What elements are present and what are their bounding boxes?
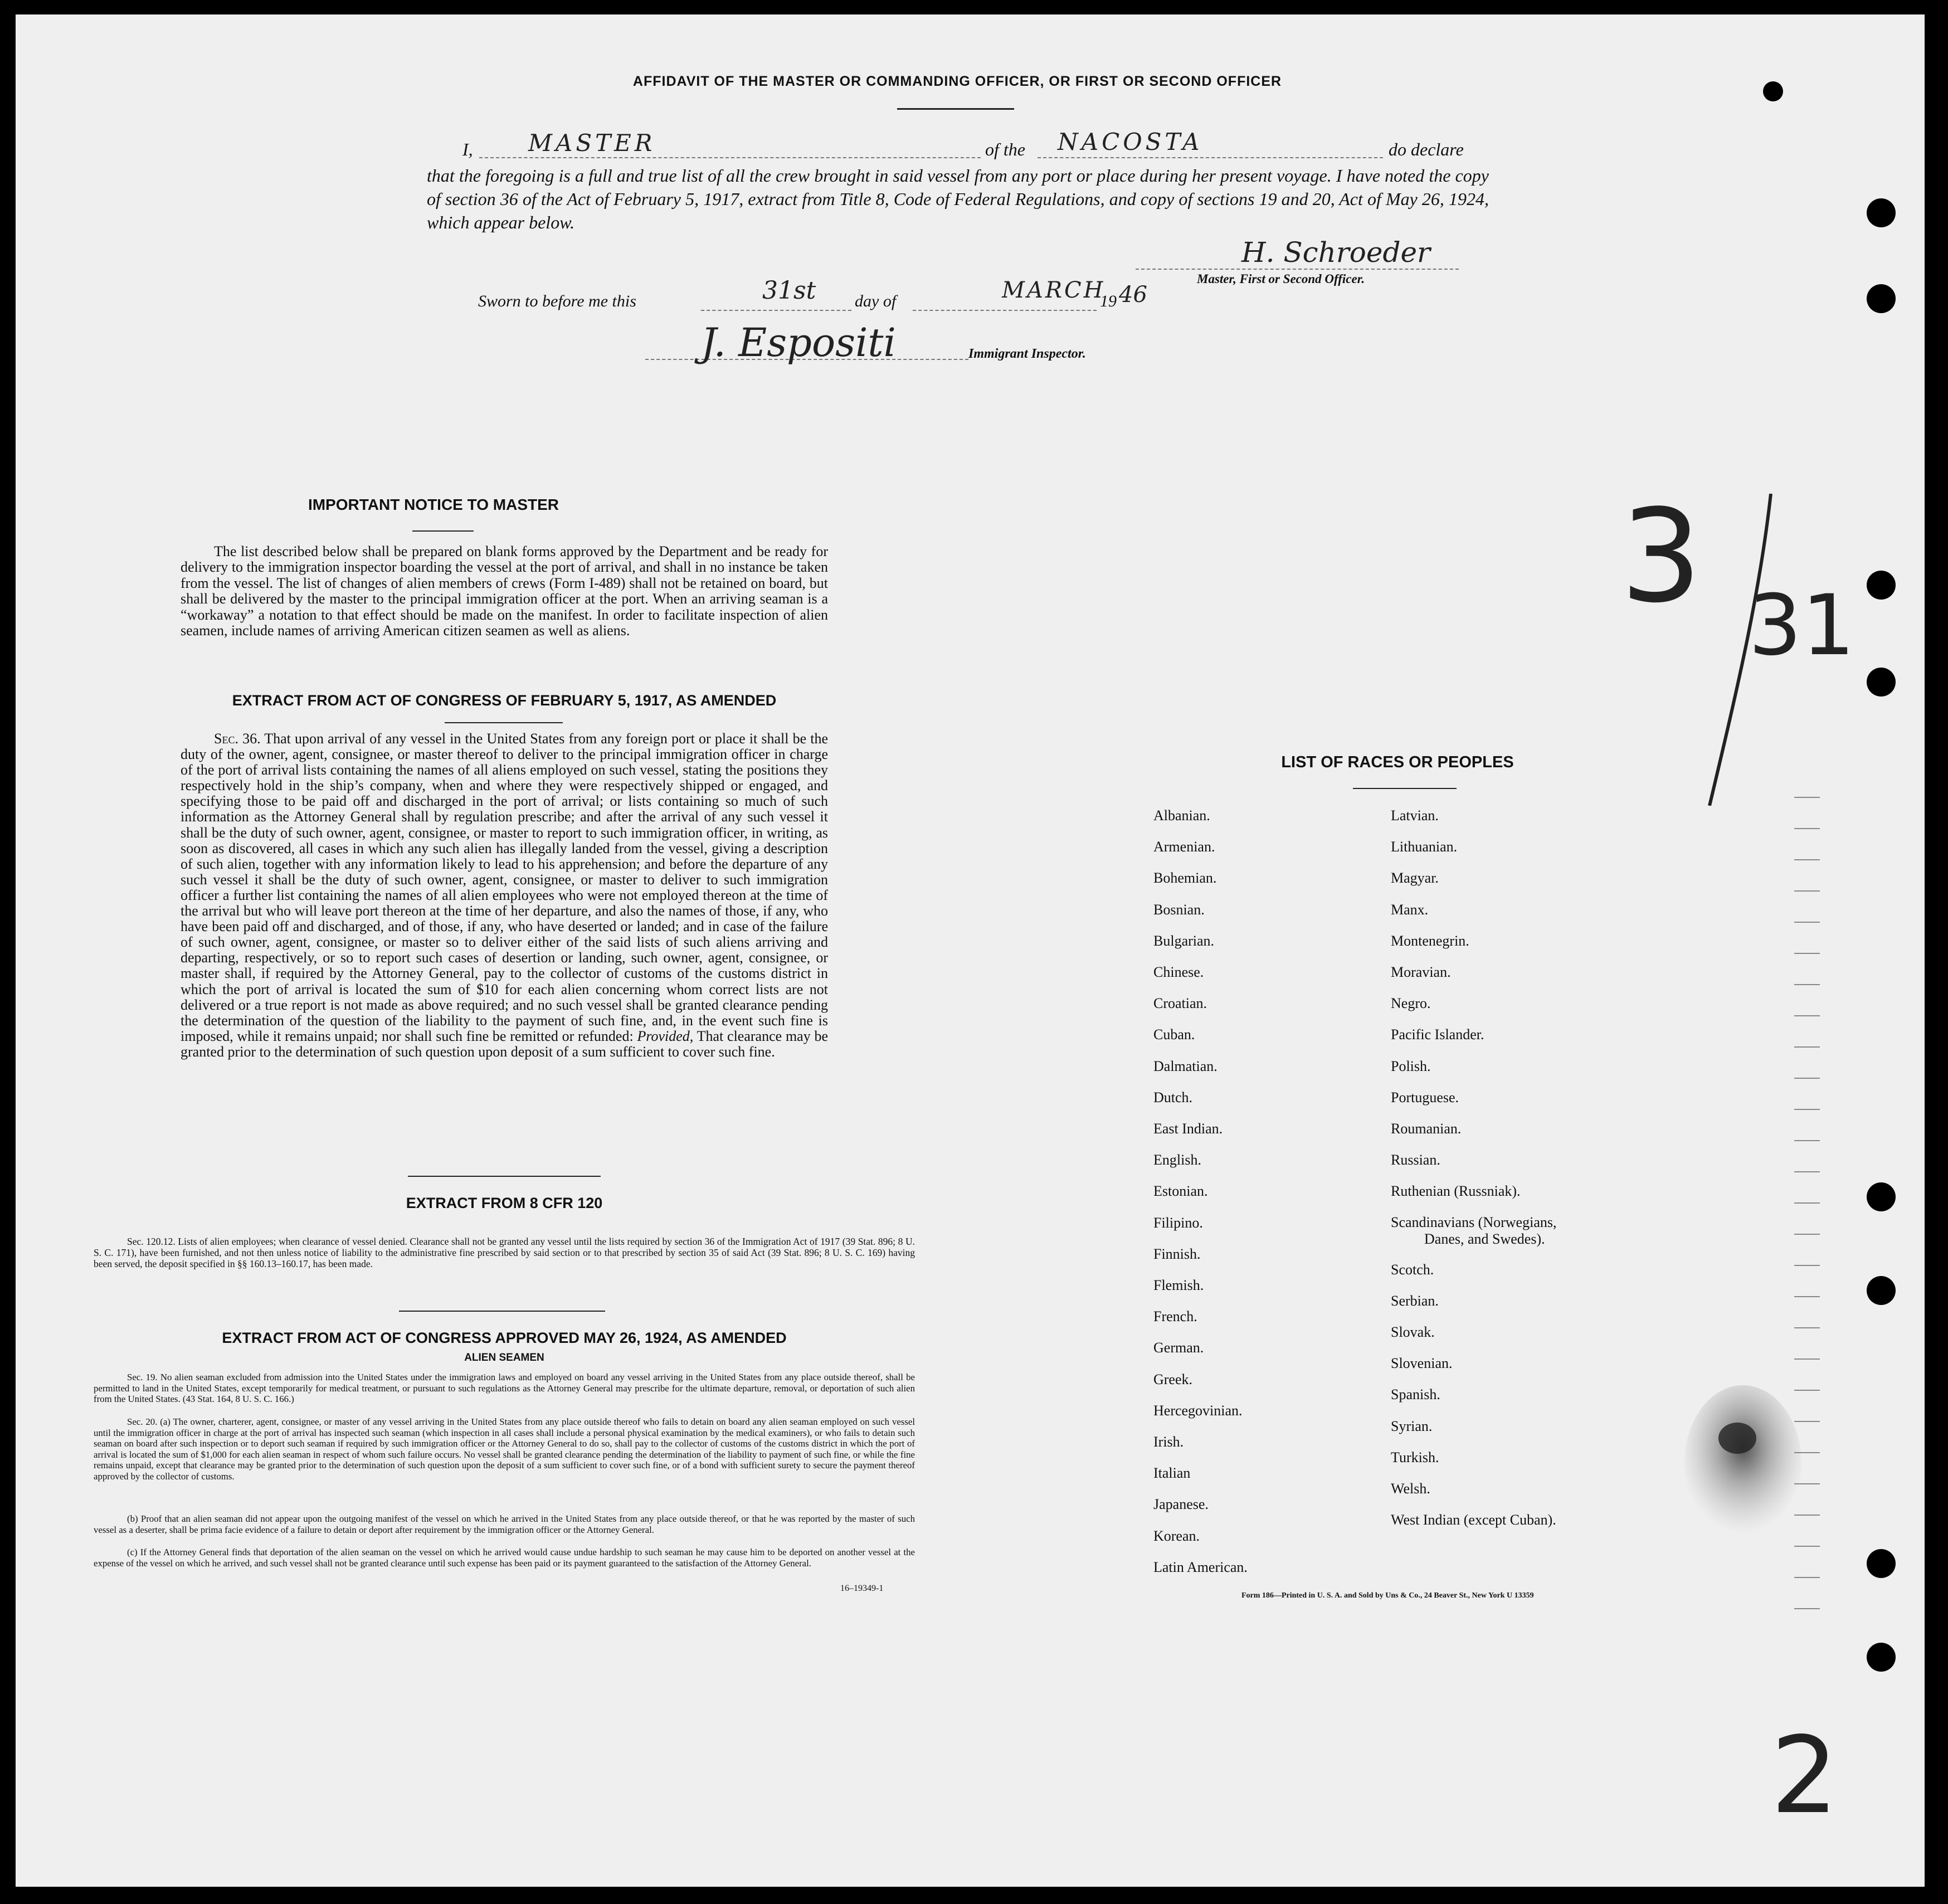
master-signature-line xyxy=(1136,269,1459,270)
extract-1917-body-block xyxy=(181,731,828,1060)
extract-1924-top-divider xyxy=(399,1311,605,1312)
race-item: Latin American. xyxy=(1153,1559,1248,1575)
day-value: 31st xyxy=(762,276,816,305)
race-item: Bohemian. xyxy=(1153,870,1217,887)
extract-1917-body: That upon arrival of any vessel in the United States from any foreign port or place it shall be the duty of the owner, agent, consignee, or master thereof to deliver to the principal immigration officer in charge of the port of arrival lists containing the names of all aliens employed on such vessel, stating the positions they respectively hold in the ship’s company, when and where they were respectively shipped or engaged, and specifying those to be paid off and discharged in the port of arrival; or lists containing so much of such information as the Attorney General shall by regulation prescribe; and after the arrival of any such vessel it shall be the duty of such owner, agent, consignee, or master to report to such immigration officer, in writing, as soon as discovered, all cases in which any such alien has illegally landed from the vessel, giving a description of such alien, together with any information likely to lead to his apprehension; and before the departure of any such vessel it shall be the duty of such owner, agent, consignee, or master to deliver to such immigration officer a further list containing the names of all alien employees who were not employed thereon at the time of the arrival but who will leave port thereon at the time of her departure, and also the names of those, if any, who have been paid off and discharged, and of those, if any, who have deserted or landed; and in case of the failure of such owner, agent, consignee, or master so to deliver either of the said lists of such aliens arriving and departing, respectively, or so to report such cases of desertion or landing, such owner, agent, consignee, or master shall, if required by the Attorney General, pay to the collector of customs of the customs district in which the port of arrival is located the sum of $10 for each alien concerning whom correct lists are not delivered or a true report is not made as above required; and no such vessel shall be granted clearance pending the determination of the question of the liability to the payment of such fine, and, in the event such fine is imposed, while it remains unpaid; nor shall such fine be remitted or refunded: xyxy=(181,731,829,1044)
race-item: Japanese. xyxy=(1153,1496,1209,1513)
year-prefix: 19 xyxy=(1100,292,1117,310)
punch-hole xyxy=(1867,1276,1896,1305)
form-code: 16–19349-1 xyxy=(840,1584,884,1593)
race-item: Italian xyxy=(1153,1465,1191,1482)
race-item: Moravian. xyxy=(1391,964,1451,981)
race-item: Armenian. xyxy=(1153,839,1215,855)
race-item: Dalmatian. xyxy=(1153,1058,1218,1074)
extract-1924-title: EXTRACT FROM ACT OF CONGRESS APPROVED MAY 26, 1924, AS AMENDED xyxy=(222,1330,787,1346)
master-signature: H. Schroeder xyxy=(1241,236,1430,269)
extract-1917-divider xyxy=(445,722,563,723)
race-item: Russian. xyxy=(1391,1152,1440,1168)
race-item: Turkish. xyxy=(1391,1449,1439,1465)
margin-tick xyxy=(1794,922,1820,923)
race-item: Albanian. xyxy=(1153,807,1210,824)
punch-hole xyxy=(1867,1549,1896,1578)
year-value: 46 xyxy=(1119,282,1147,308)
handwritten-page-number: 2 xyxy=(1771,1714,1838,1837)
extract-1917-sec-label: Sec. 36. xyxy=(214,731,261,747)
inspector-signature: J. Espositi xyxy=(701,320,896,366)
race-item: Chinese. xyxy=(1153,964,1204,981)
margin-tick xyxy=(1794,1109,1820,1110)
race-item: Dutch. xyxy=(1153,1089,1193,1106)
do-declare-label: do declare xyxy=(1389,139,1464,159)
vessel-name-value: NACOSTA xyxy=(1058,128,1203,155)
race-item: Croatian. xyxy=(1153,995,1207,1012)
title-divider xyxy=(897,108,1014,110)
race-item: Portuguese. xyxy=(1391,1089,1459,1106)
extract-1924-sec20c: (c) If the Attorney General finds that deportation of the alien seaman on the vessel on which he arrived would cause undue hardship to such seaman he may cause him to be deported on another vessel at the expense of the vessel on which he arrived, and such vessel shall not be granted clearance until such expense has been paid or its payment guaranteed to the satisfaction of the Attorney General. xyxy=(94,1547,915,1569)
form-print-line: Form 186—Printed in U. S. A. and Sold by Uns & Co., 24 Beaver St., New York U 13359 xyxy=(1241,1591,1534,1600)
master-caption: Master, First or Second Officer. xyxy=(1197,272,1365,286)
name-line xyxy=(479,157,981,158)
race-item: East Indian. xyxy=(1153,1121,1223,1137)
master-name-value: MASTER xyxy=(528,129,656,157)
race-item: Montenegrin. xyxy=(1391,932,1469,949)
race-item: Lithuanian. xyxy=(1391,839,1458,855)
race-item: Hercegovinian. xyxy=(1153,1402,1243,1419)
margin-tick xyxy=(1794,1327,1820,1328)
race-item: Bosnian. xyxy=(1153,901,1205,918)
race-item: Pacific Islander. xyxy=(1391,1026,1484,1043)
race-item: Latvian. xyxy=(1391,807,1439,824)
extract-1917-title: EXTRACT FROM ACT OF CONGRESS OF FEBRUARY 5, 1917, AS AMENDED xyxy=(232,692,777,709)
race-item: Slovak. xyxy=(1391,1324,1435,1341)
extract-1917-provided-label: Provided, xyxy=(637,1028,694,1044)
margin-tick xyxy=(1794,1140,1820,1141)
ink-stamp-mark xyxy=(1682,1385,1804,1552)
affidavit-title: AFFIDAVIT OF THE MASTER OR COMMANDING OFFICER, OR FIRST OR SECOND OFFICER xyxy=(632,74,1282,89)
race-item: West Indian (except Cuban). xyxy=(1391,1512,1556,1528)
sworn-label: Sworn to before me this xyxy=(478,292,636,310)
notice-body: The list described below shall be prepared on blank forms approved by the Department and be ready for delivery to the immigration inspector boarding the vessel at the port of arrival, and shall in no instance be taken from the vessel. The list of changes of alien members of crews (Form I-489) shall not be retained on board, but shall be delivered by the master to the principal immigration officer at the port. When an arriving seaman is a “workaway” a notation to that effect should be made on the manifest. In order to facilitate inspection of alien seamen, include names of arriving American citizen seamen as well as aliens. xyxy=(181,543,828,639)
race-item: Finnish. xyxy=(1153,1245,1201,1262)
margin-tick xyxy=(1794,1046,1820,1048)
extract-1924-sec20b: (b) Proof that an alien seaman did not appear upon the outgoing manifest of the vessel on which he arrived in the United States from any place outside thereof, or that he was reported by the master of such vessel as a deserter, shall be prima facie evidence of a failure to detain or deport after requirement by the immigration officer or the Attorney General. xyxy=(94,1513,915,1535)
races-divider xyxy=(1353,788,1457,789)
of-the-label: of the xyxy=(985,139,1025,159)
margin-tick xyxy=(1794,1358,1820,1360)
race-item: Syrian. xyxy=(1391,1418,1433,1434)
handwritten-day: 31 xyxy=(1749,577,1855,674)
race-item: Manx. xyxy=(1391,901,1429,918)
punch-hole xyxy=(1867,198,1896,227)
margin-tick xyxy=(1794,1015,1820,1016)
race-item: Irish. xyxy=(1153,1434,1184,1450)
margin-tick xyxy=(1794,1265,1820,1266)
punch-hole xyxy=(1867,1643,1896,1672)
race-item: Korean. xyxy=(1153,1527,1200,1544)
race-item: Scotch. xyxy=(1391,1261,1434,1278)
race-item: Negro. xyxy=(1391,995,1431,1012)
races-right-column xyxy=(1391,800,1556,1536)
margin-tick xyxy=(1794,1078,1820,1079)
race-item: German. xyxy=(1153,1340,1204,1356)
vessel-line xyxy=(1038,157,1383,158)
race-item: Scandinavians (Norwegians, xyxy=(1391,1214,1557,1230)
margin-tick xyxy=(1794,1171,1820,1172)
race-item: Roumanian. xyxy=(1391,1121,1462,1137)
punch-hole xyxy=(1867,571,1896,600)
margin-tick xyxy=(1794,953,1820,954)
inspector-caption: Immigrant Inspector. xyxy=(968,347,1086,361)
affidavit-body: that the foregoing is a full and true list of all the crew brought in said vessel from any port or place during her present voyage. I have noted the copy of section 36 of the Act of February 5, 1917, extract from Title 8, Code of Federal Regulations, and copy of sections 19 and 20, Act of May 26, 1924, which appear below. xyxy=(427,165,1489,232)
race-item: Flemish. xyxy=(1153,1277,1204,1294)
margin-tick xyxy=(1794,1577,1820,1578)
punch-hole xyxy=(1763,81,1783,101)
punch-hole xyxy=(1867,284,1896,313)
extract-1917-provided-body: That clearance may be granted prior to the determination of such question upon deposit of a sum sufficient to cover such fine. xyxy=(181,1028,829,1060)
margin-tick xyxy=(1794,828,1820,829)
i-label: I, xyxy=(462,139,473,159)
day-line xyxy=(701,310,851,311)
race-item: Bulgarian. xyxy=(1153,932,1215,949)
race-item: Polish. xyxy=(1391,1058,1431,1074)
race-item: Magyar. xyxy=(1391,870,1439,887)
extract-1924-subtitle: ALIEN SEAMEN xyxy=(464,1352,544,1364)
cfr-top-divider xyxy=(408,1176,601,1177)
race-item: Cuban. xyxy=(1153,1026,1195,1043)
margin-tick xyxy=(1794,1202,1820,1204)
race-item: Greek. xyxy=(1153,1371,1193,1387)
notice-title: IMPORTANT NOTICE TO MASTER xyxy=(308,496,559,513)
race-item: Filipino. xyxy=(1153,1214,1203,1231)
race-item: Slovenian. xyxy=(1391,1355,1453,1372)
race-item: Serbian. xyxy=(1391,1292,1439,1309)
extract-1924-sec19: Sec. 19. No alien seaman excluded from admission into the United States under the immigration laws and employed on board any vessel arriving in the United States from any place outside thereof, shall be permitted to land in the United States, except temporarily for medical treatment, or pursuant to such regulations as the Attorney General may prescribe for the ultimate departure, removal, or deportation of such alien from the United States. (43 Stat. 164, 8 U. S. C. 166.) xyxy=(94,1372,915,1405)
margin-tick xyxy=(1794,1608,1820,1609)
margin-tick xyxy=(1794,1296,1820,1297)
race-item: Spanish. xyxy=(1391,1386,1440,1403)
race-item: English. xyxy=(1153,1152,1201,1168)
race-item: Estonian. xyxy=(1153,1183,1208,1200)
margin-tick xyxy=(1794,1234,1820,1235)
margin-tick xyxy=(1794,984,1820,985)
races-title: LIST OF RACES OR PEOPLES xyxy=(1281,753,1514,771)
extract-cfr-title: EXTRACT FROM 8 CFR 120 xyxy=(406,1195,603,1211)
races-left-column xyxy=(1153,800,1248,1583)
handwritten-month: 3 xyxy=(1620,483,1702,631)
race-item: Danes, and Swedes). xyxy=(1424,1230,1545,1247)
punch-hole xyxy=(1867,668,1896,697)
month-line xyxy=(913,310,1097,311)
margin-tick xyxy=(1794,890,1820,892)
day-of-label: day of xyxy=(855,292,897,310)
race-item: Ruthenian (Russniak). xyxy=(1391,1183,1521,1200)
month-value: MARCH xyxy=(1002,277,1106,303)
document-page xyxy=(16,14,1925,1887)
race-item: French. xyxy=(1153,1308,1197,1325)
punch-hole xyxy=(1867,1182,1896,1211)
margin-tick xyxy=(1794,859,1820,860)
extract-1924-sec20a: Sec. 20. (a) The owner, charterer, agent, consignee, or master of any vessel arriving in the United States from any place outside thereof who fails to detain on board any alien seaman employed on such vessel until the immigration officer in charge at the port of arrival has inspected such seaman (which inspection in all cases shall include a personal physical examination by the medical examiners), or who fails to detain such seaman on board after such inspection or to deport such seaman if required by such immigration officer or the Attorney General to do so, shall pay to the collector of customs of the customs district in which the port of arrival is located the sum of $1,000 for each alien seaman in respect of whom such failure occurs. No vessel shall be granted clearance pending the determination of the liability to payment of such fine, or while the fine remains unpaid, except that clearance may be granted prior to the determination of such question upon the deposit of a sum sufficient to cover such fine, or of a bond with sufficient surety to secure the payment thereof approved by the collector of customs. xyxy=(94,1416,915,1482)
notice-divider xyxy=(412,530,474,532)
extract-cfr-body: Sec. 120.12. Lists of alien employees; when clearance of vessel denied. Clearance shall not be granted any vessel until the lists required by section 36 of the Immigration Act of 1917 (39 Stat. 896; 8 U. S. C. 171), have been furnished, and not then unless notice of liability to the administrative fine prescribed by said section or to that prescribed by section 35 of said Act (39 Stat. 896; 8 U. S. C. 169) having been served, the deposit specified in §§ 160.13–160.17, has been made. xyxy=(94,1236,915,1269)
race-item: Welsh. xyxy=(1391,1481,1430,1497)
